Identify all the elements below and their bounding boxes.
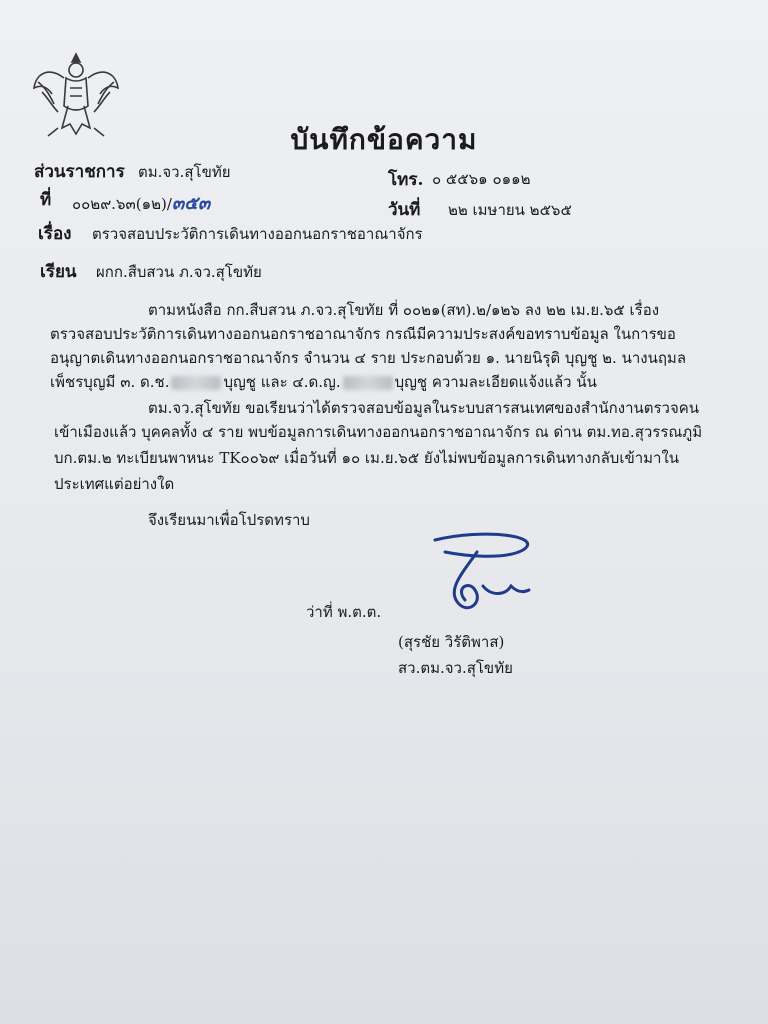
doc-number-label: ที่: [40, 190, 52, 210]
para1-line1: ตามหนังสือ กก.สืบสวน ภ.จว.สุโขทัย ที่ ๐๐๒๑(สท).๒/๑๒๖ ลง ๒๒ เม.ย.๖๕ เรื่อง: [148, 301, 660, 319]
para1-line4-part2: บุญชู และ ๔.ด.ญ.: [223, 373, 341, 391]
signer-position: สว.ตม.จว.สุโขทัย: [398, 659, 513, 677]
para2-line3: บก.ตม.๒ ทะเบียนพาหนะ TK๐๐๖๙ เมื่อวันที่ ๑๐ เม.ย.๖๕ ยังไม่พบข้อมูลการเดินทางกลับเข้ามาใน: [54, 449, 680, 467]
para2-line2: เข้าเมืองแล้ว บุคคลทั้ง ๔ ราย พบข้อมูลการเดินทางออกนอกราชอาณาจักร ณ ด่าน ตม.ทอ.สุวรรณภูมิ: [54, 423, 703, 441]
doc-number-field: [72, 188, 210, 217]
dept-label: ส่วนราชการ: [34, 162, 125, 182]
dept-value: ตม.จว.สุโขทัย: [138, 163, 231, 181]
to-value: ผกก.สืบสวน ภ.จว.สุโขทัย: [96, 263, 262, 281]
doc-number-handwritten: ๓๕๓: [171, 193, 211, 214]
redacted-name: [171, 376, 221, 390]
date-value: ๒๒ เมษายน ๒๕๖๕: [448, 201, 572, 219]
para2-line4: ประเทศแต่อย่างใด: [54, 475, 175, 493]
signer-name: (สุรชัย วิรัติพาส): [398, 633, 505, 651]
signer-rank: ว่าที่ พ.ต.ต.: [306, 603, 382, 621]
para1-line3: อนุญาตเดินทางออกนอกราชอาณาจักร จำนวน ๔ ราย ประกอบด้วย ๑. นายนิรุติ บุญชู ๒. นางนฤมล: [50, 349, 687, 367]
para2-line1: ตม.จว.สุโขทัย ขอเรียนว่าได้ตรวจสอบข้อมูลในระบบสารสนเทศของสำนักงานตรวจคน: [148, 399, 700, 417]
date-label: วันที่: [388, 200, 421, 220]
subject-label: เรื่อง: [38, 224, 72, 244]
tel-label: โทร.: [388, 170, 424, 190]
para1-line4: [50, 370, 597, 394]
redacted-name: [343, 376, 393, 390]
closing-line: จึงเรียนมาเพื่อโปรดทราบ: [148, 511, 310, 529]
handwritten-signature: [425, 530, 575, 620]
memo-title: บันทึกข้อความ: [290, 123, 478, 156]
to-label: เรียน: [40, 262, 77, 282]
subject-value: ตรวจสอบประวัติการเดินทางออกนอกราชอาณาจักร: [92, 225, 423, 243]
doc-number-value: ๐๐๒๙.๖๓(๑๒)/: [72, 195, 172, 213]
para1-line4-part1: เพ็ชรบุญมี ๓. ด.ช.: [50, 373, 170, 391]
tel-value: ๐ ๕๕๖๑ ๐๑๑๒: [432, 170, 531, 188]
para1-line4-part3: บุญชู ความละเอียดแจ้งแล้ว นั้น: [394, 373, 597, 391]
para1-line2: ตรวจสอบประวัติการเดินทางออกนอกราชอาณาจักร กรณีมีความประสงค์ขอทราบข้อมูล ในการขอ: [50, 325, 676, 343]
